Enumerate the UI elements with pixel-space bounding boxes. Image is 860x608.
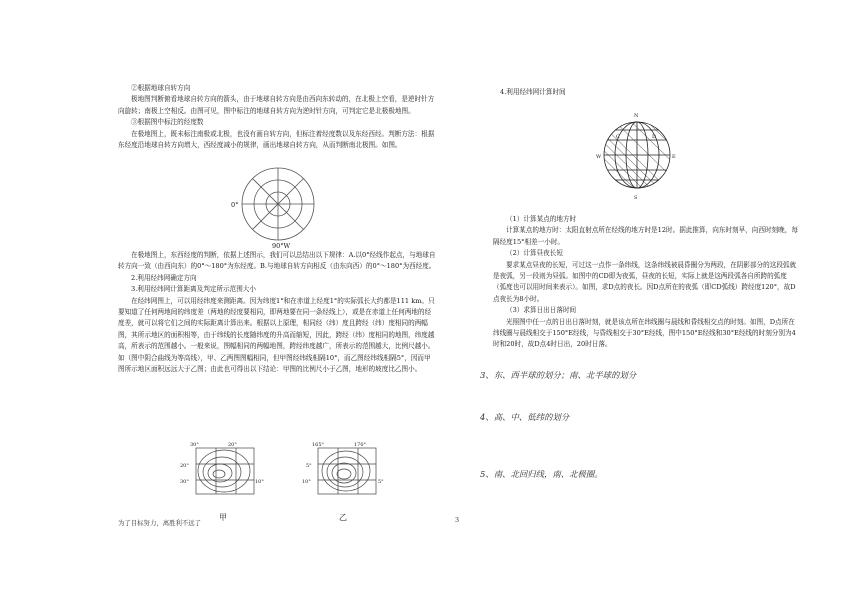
jia-label-right-lower: 10° xyxy=(255,479,264,485)
globe-label-n: N xyxy=(634,113,639,119)
paragraph-rotation: 极地图判断俯看地球自转方向的箭头，由于地球自转方向是由西向东转动的，在北极上空看，是逆时针方向旋转；南极上空相反。由图可见，图中标注的地球自转方向为逆时针方向，可判定它是北极极地图。 xyxy=(118,95,435,115)
left-column-top xyxy=(118,83,436,151)
caption-jia: 甲 xyxy=(219,513,227,522)
caption-yi: 乙 xyxy=(339,513,347,522)
jia-label-left-lower: 30° xyxy=(180,479,189,485)
heading-latitude-zones: 4、高、中、低纬的划分 xyxy=(480,412,570,422)
paragraph-local-time: 计算某点的地方时：太阳直射点所在经线的地方时是12时。据此推算，向东时刻早，向西时刻晚，每隔经度15°相差一小时。 xyxy=(493,226,798,246)
paragraph-longitude: 在极地图上，既未标注南极或北极，也没有画自转方向，但标注着经度数以及东经西经。判断方法：根据东经度沿地球自转方向增大，西经度减小的规律，画出地球自转方向，从而判断南北极图。如图。 xyxy=(118,129,435,150)
footer-motto: 为了目标努力，离胜利不远了 xyxy=(118,519,202,527)
item-local-time: （1）计算某点的地方时 xyxy=(506,215,577,223)
item-day-night-length: （2）计算昼夜长短 xyxy=(506,249,563,258)
page-number: 3 xyxy=(455,516,460,524)
right-column-text xyxy=(493,214,798,351)
yi-label-right-lower: 5° xyxy=(378,479,384,485)
globe-label-s: S xyxy=(634,195,638,201)
heading-hemispheres: 3、东、西半球的划分；南、北半球的划分 xyxy=(480,370,637,380)
globe-label-d: D xyxy=(652,134,657,140)
globe-label-w: W xyxy=(596,154,602,160)
globe-label-c: C xyxy=(616,134,620,140)
polar-diagram xyxy=(228,160,328,250)
paragraph-hemisphere-rule: 在极地图上，东西经度的判断，依据上述图示，我们可以总结出以下规律：A.以0°经线作起点，与地球自转方向一致（由西向东）的0°～180°为东经度。B.与地球自转方向相反（由东向西）的0°～180°为西经度。 xyxy=(118,251,436,271)
polar-label-90w: 90°W xyxy=(272,242,291,250)
paragraph-day-night-length: 要求某点昼夜的长短，可过这一点作一条纬线，这条纬线被晨昏圈分为两段，在阴影部分的这段弧就是夜弧，另一段则为昼弧。如图中的CD即为夜弧，昼夜的长短，实际上就是这两段弧各自所跨的弧度（弧度也可以用时间来表示）。如图，求D点的夜长。因D点所在的夜弧（即CD弧线）跨经度120°，故D点夜长为8小时。 xyxy=(493,260,797,303)
paragraph-sunrise-sunset: 光照图中任一点的日出日落时刻，就是该点所在纬线圈与晨线和昏线相交点的时刻。如图，D点所在纬线圈与晨线相交于150°E经线，与昏线相交于30°E经线，图中150°E经线和30°E经线的时刻分别为4时和20时，故D点4时日出，20时日落。 xyxy=(493,317,796,349)
paragraph-distance: 在经纬网图上，可以用经纬度来测距离。因为纬度1°和在赤道上经度1°的实际弧长大约都是111 km。只要知道了任何两地间的纬度差（两地的经度要相同，即两地要在同一条经线上），或是在赤道上任何两地的经度差，就可以将它们之间的实际距离计算出来。根据以上原理，相同经（纬）度且跨经（纬）度相同的两幅图，其所示地区的面积相等，由于纬线的长度随纬度的升高而缩短，因此，跨经（纬）度相同的地图，纬度越高，所表示的范围越小。一般来说，图幅相同的两幅地图，跨经纬度越广，所表示的范围越大，比例尺越小。如（图中阴合曲线为等高线），甲、乙两图图幅相同，但甲图经纬线相隔10°，而乙图经纬线相隔5°，因而甲图所示地区面积远远大于乙图；由此也可得出以下结论：甲图的比例尺小于乙图，地形的坡度比乙图小。 xyxy=(118,296,435,374)
yi-label-top-right: 170° xyxy=(354,442,367,448)
sub-heading-rotation: ②根据地球自转方向 xyxy=(131,84,191,92)
polar-label-0: 0° xyxy=(231,201,239,209)
globe-label-e: E xyxy=(672,154,676,160)
item-sunrise-sunset: （3）求算日出日落时间 xyxy=(506,306,577,315)
heading-tropics-circles: 5、南、北回归线，南、北极圈。 xyxy=(480,469,603,479)
jia-label-top-right: 20° xyxy=(228,442,237,448)
jia-label-left-upper: 20° xyxy=(180,463,189,469)
yi-label-left-lower: 10° xyxy=(302,479,311,485)
item-direction: 2.利用经纬网确定方向 xyxy=(131,273,197,282)
left-column-bottom xyxy=(118,250,436,375)
sub-heading-longitude: ③根据图中标注的经度数 xyxy=(131,118,204,127)
contour-map-yi xyxy=(300,440,388,510)
contour-map-jia xyxy=(178,440,266,510)
yi-label-left-upper: 5° xyxy=(306,463,312,469)
jia-label-top-left: 30° xyxy=(190,442,199,448)
item-distance: 3.利用经纬网计算距离及判定所示范围大小 xyxy=(131,285,256,294)
yi-label-top-left: 165° xyxy=(312,442,325,448)
illumination-globe-diagram xyxy=(596,105,678,203)
section-title-time: 4.利用经纬网计算时间 xyxy=(500,88,566,96)
